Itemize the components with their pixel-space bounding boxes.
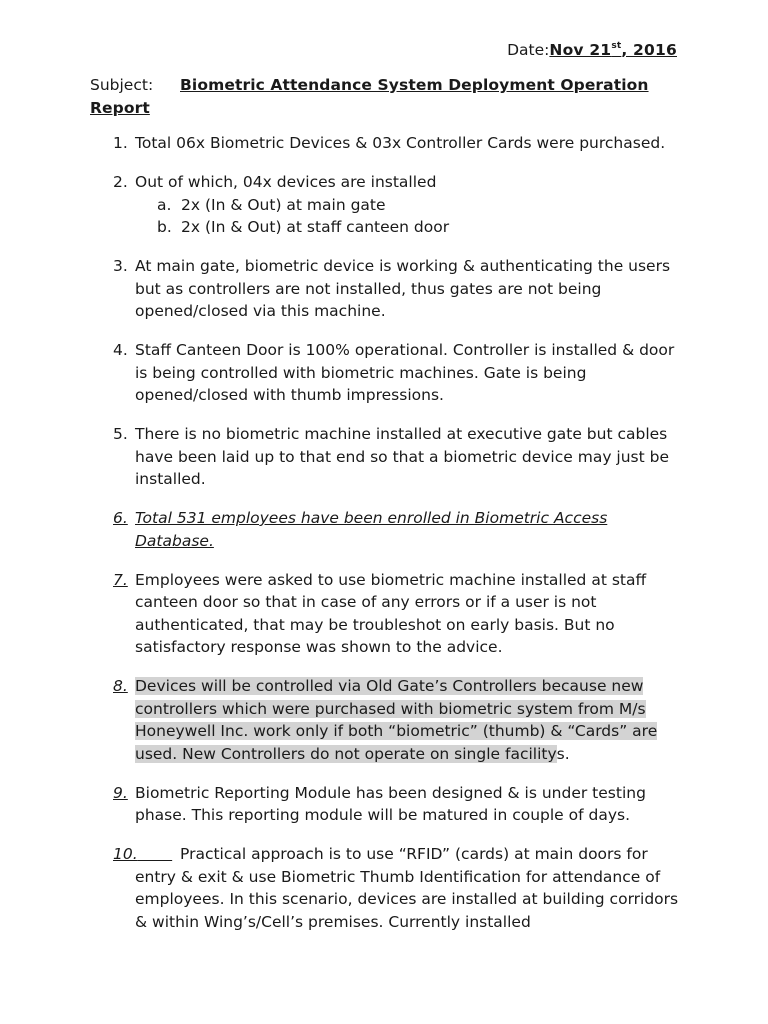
list-item	[90, 569, 690, 659]
date-line	[507, 39, 677, 62]
item-text: Employees were asked to use biometric machine installed at staff canteen door so that in case of any errors or if a user is not authenticated, that may be troubleshot on early basis. But no satisfactory response was shown to the advice.	[135, 570, 647, 656]
sub-list	[135, 194, 690, 239]
subject-label: Subject:	[90, 76, 154, 94]
sub-item-text: 2x (In & Out) at staff canteen door	[181, 218, 450, 236]
list-item	[90, 782, 690, 827]
item-number: 3.	[113, 257, 128, 275]
list-item	[90, 423, 690, 491]
item-number: 6.	[113, 509, 128, 527]
sub-list-item	[157, 194, 690, 217]
item-number: 2.	[113, 173, 128, 191]
item-text: There is no biometric machine installed at executive gate but cables have been laid up to that end so that a biometric device may just be installed.	[135, 425, 670, 488]
subject-text-line2: Report	[90, 98, 150, 117]
item-text: Out of which, 04x devices are installed	[135, 173, 437, 191]
item-number: 4.	[113, 341, 128, 359]
list-item	[90, 843, 690, 933]
item-number	[113, 843, 172, 866]
sub-list-item	[157, 216, 690, 239]
highlighted-text: Devices will be controlled via Old Gate’s Controllers because new controllers which were purchased with biometric system from M/s Honeywell Inc. work only if both “biometric” (thumb) & “Cards” are used. New Controllers do not operate on single facility	[135, 677, 658, 763]
item-text: Total 531 employees have been enrolled in Biometric Access Database.	[135, 509, 608, 550]
item-text	[135, 677, 657, 763]
date-year: , 2016	[621, 41, 677, 59]
item-text: Biometric Reporting Module has been designed & is under testing phase. This reporting module will be matured in couple of days.	[135, 783, 646, 824]
item-text: Total 06x Biometric Devices & 03x Controller Cards were purchased.	[135, 134, 666, 152]
item-number: 5.	[113, 425, 128, 443]
list-item	[90, 171, 690, 239]
date-label: Date:	[507, 41, 550, 59]
item-text: At main gate, biometric device is working & authenticating the users but as controllers are not installed, thus gates are not being opened/closed via this machine.	[135, 257, 671, 320]
sub-item-text: 2x (In & Out) at main gate	[181, 195, 386, 214]
date-suffix: st	[611, 41, 622, 51]
date-day: Nov 21	[549, 41, 612, 59]
item-number: 9.	[113, 783, 128, 802]
date-value	[549, 41, 677, 59]
item-text-tail: s.	[556, 744, 570, 763]
list-item	[90, 507, 690, 552]
item-number: 1.	[113, 134, 128, 152]
sub-item-number: a.	[157, 195, 172, 214]
item-number: 8.	[113, 677, 128, 695]
list-item	[90, 132, 690, 155]
list-item	[90, 675, 690, 765]
sub-item-number: b.	[157, 218, 172, 236]
subject-text-line1: Biometric Attendance System Deployment Operation	[180, 76, 649, 94]
report-items-list	[90, 132, 690, 950]
subject-line	[90, 74, 690, 119]
item-number: 7.	[113, 570, 128, 589]
list-item	[90, 339, 690, 407]
item-number-text: 10.	[113, 845, 138, 863]
list-item	[90, 255, 690, 323]
item-text-content: Practical approach is to use “RFID” (cards) at main doors for entry & exit & use Biometric Thumb Identification for attendance of employees. In this scenario, devices are installed at building corridors & within Wing’s/Cell’s premises. Currently installed	[135, 845, 679, 931]
item-text: Staff Canteen Door is 100% operational. Controller is installed & door is being controlled with biometric machines. Gate is being opened/closed with thumb impressions.	[135, 341, 675, 404]
item-text	[135, 845, 678, 931]
